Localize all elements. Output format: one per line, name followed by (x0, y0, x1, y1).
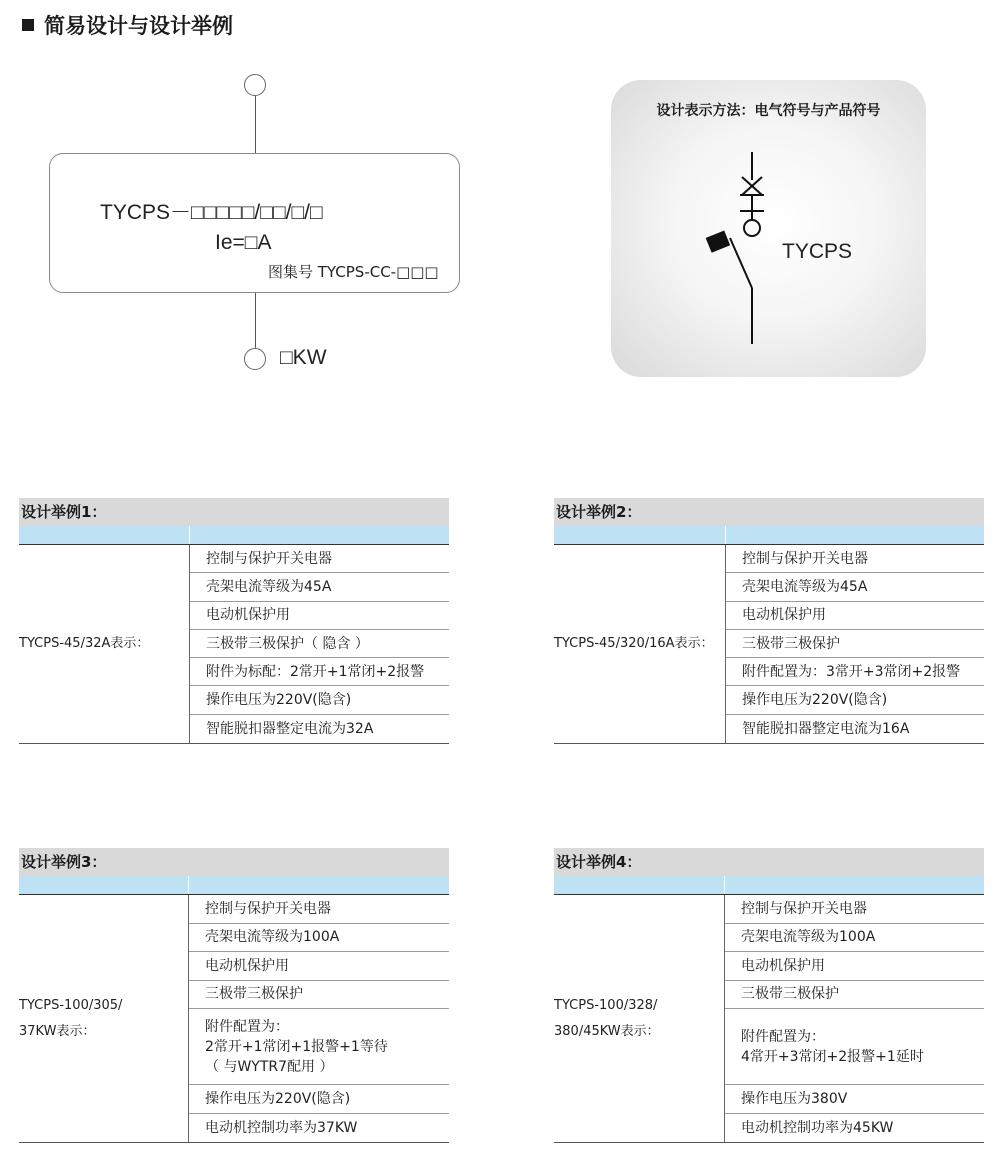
example-2-table (554, 498, 984, 744)
symbol-card (611, 80, 926, 377)
feature-row: 三极带三极保护 (726, 630, 984, 658)
feature-row: 三极带三极保护（ 隐含 ） (190, 630, 449, 658)
feature-list (726, 545, 984, 743)
feature-list (190, 545, 449, 743)
example-4-table (554, 848, 984, 1143)
feature-row: 壳架电流等级为100A (189, 924, 449, 953)
feature-row: 附件配置为： 2常开+1常闭+1报警+1等待 （ 与WYTR7配用 ） (189, 1009, 449, 1085)
feature-row: 附件配置为： 4常开+3常闭+2报警+1延时 (725, 1009, 984, 1085)
example-header-band (19, 526, 449, 544)
example-header-band (554, 876, 984, 894)
rated-current-template: Ie=□A (215, 231, 272, 254)
feature-row: 电动机控制功率为37KW (205, 1119, 358, 1136)
feature-row: 壳架电流等级为45A (190, 573, 449, 601)
section-title-text: 简易设计与设计举例 (44, 14, 233, 38)
example-heading: 设计举例2： (554, 498, 984, 526)
feature-row: 智能脱扣器整定电流为16A (742, 720, 910, 737)
section-title (22, 10, 233, 40)
model-code-label: TYCPS-45/32A表示： (19, 636, 150, 651)
feature-row: 操作电压为220V(隐含) (189, 1085, 449, 1114)
model-code-label: TYCPS-100/328/ 380/45KW表示： (554, 997, 660, 1039)
model-code-label: TYCPS-100/305/ 37KW表示： (19, 997, 123, 1039)
feature-row: 操作电压为220V(隐含) (726, 686, 984, 714)
bottom-terminal-circle-icon (244, 348, 266, 370)
top-connector-line (255, 96, 256, 154)
feature-row: 智能脱扣器整定电流为32A (206, 720, 374, 737)
bottom-connector-line (255, 292, 256, 348)
example-body (554, 544, 984, 744)
feature-row: 控制与保护开关电器 (726, 545, 984, 573)
example-1-table (19, 498, 449, 744)
feature-row: 控制与保护开关电器 (725, 895, 984, 924)
power-template: □KW (280, 346, 327, 369)
feature-row: 电动机保护用 (725, 952, 984, 981)
feature-row: 电动机保护用 (189, 952, 449, 981)
cps-electrical-symbol-icon (611, 80, 926, 377)
symbol-card-title: 设计表示方法：电气符号与产品符号 (656, 103, 881, 119)
feature-row: 壳架电流等级为45A (726, 573, 984, 601)
product-symbol-label: TYCPS (782, 240, 853, 263)
feature-row: 控制与保护开关电器 (189, 895, 449, 924)
feature-row: 控制与保护开关电器 (190, 545, 449, 573)
feature-row: 电动机保护用 (190, 602, 449, 630)
example-body (19, 894, 449, 1143)
feature-row: 操作电压为380V (725, 1085, 984, 1114)
square-bullet-icon (22, 19, 34, 31)
feature-row: 三极带三极保护 (725, 981, 984, 1010)
feature-list (725, 895, 984, 1142)
feature-row: 附件配置为：3常开+3常闭+2报警 (726, 658, 984, 686)
example-3-table (19, 848, 449, 1143)
feature-row: 附件为标配：2常开+1常闭+2报警 (190, 658, 449, 686)
feature-row: 电动机保护用 (726, 602, 984, 630)
feature-row: 电动机控制功率为45KW (741, 1119, 894, 1136)
model-code-label: TYCPS-45/320/16A表示： (554, 636, 714, 651)
example-heading: 设计举例3： (19, 848, 449, 876)
feature-list (189, 895, 449, 1142)
example-header-band (19, 876, 449, 894)
example-body (554, 894, 984, 1143)
atlas-number-template: 图集号 TYCPS-CC-□□□ (268, 263, 439, 281)
example-heading: 设计举例4： (554, 848, 984, 876)
feature-row: 壳架电流等级为100A (725, 924, 984, 953)
example-body (19, 544, 449, 744)
top-terminal-circle-icon (244, 74, 266, 96)
model-code-template: TYCPS－□□□□□/□□/□/□ (100, 201, 323, 224)
example-heading: 设计举例1： (19, 498, 449, 526)
feature-row: 操作电压为220V(隐含) (190, 686, 449, 714)
example-header-band (554, 526, 984, 544)
feature-row: 三极带三极保护 (189, 981, 449, 1010)
